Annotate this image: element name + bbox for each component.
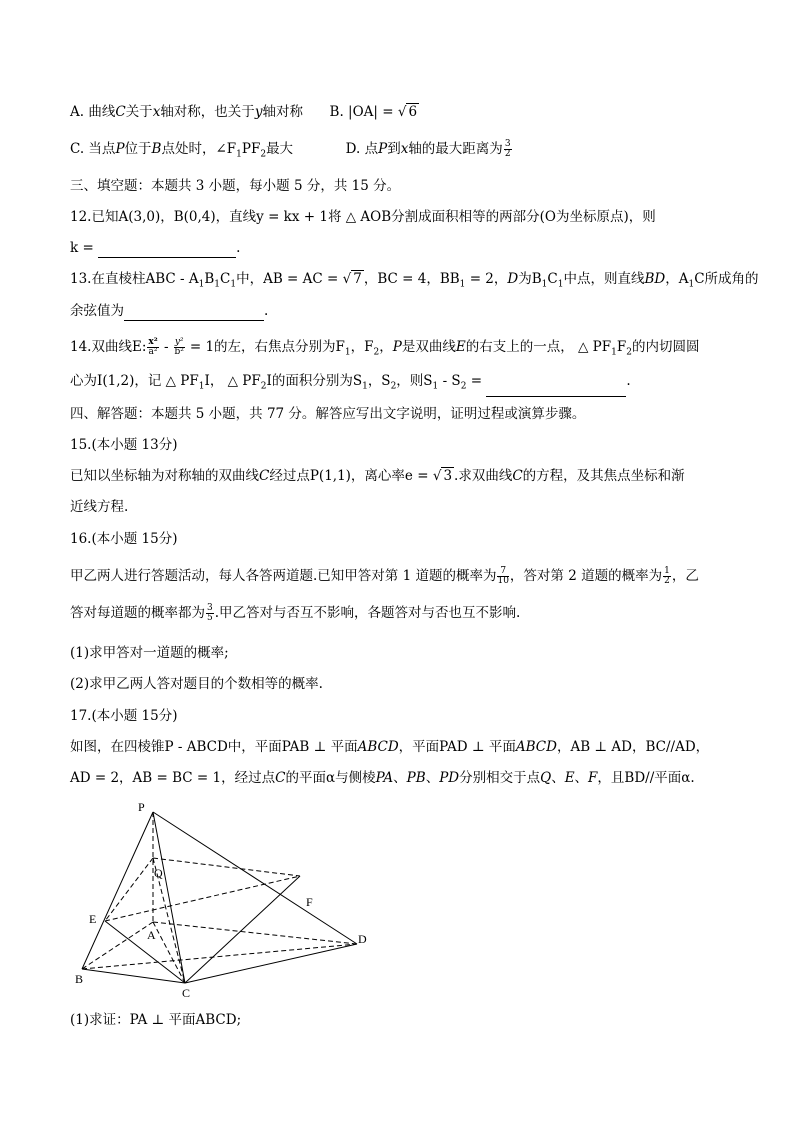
edge-ef <box>105 876 300 921</box>
text: = <box>466 373 483 389</box>
text: 的方程，及其焦点坐标和渐 <box>522 468 685 484</box>
text: 为B <box>518 271 542 287</box>
q15-line1 <box>70 466 685 486</box>
text: - S <box>438 373 461 389</box>
text: C <box>547 271 558 287</box>
q16-sub1: (1)求甲答对一道题的概率; <box>70 645 229 661</box>
option-d-text: D. 点 <box>345 141 379 157</box>
option-c-text: C. 当点 <box>70 141 116 157</box>
var: C <box>512 468 523 484</box>
answer-blank[interactable] <box>486 382 626 397</box>
text: 甲乙两人进行答题活动，每人各答两道题.已知甲答对第 1 道题的概率为 <box>70 568 497 584</box>
text: B <box>204 271 215 287</box>
text: ，且BD//平面α. <box>597 770 695 786</box>
var: Q <box>540 770 552 786</box>
edge-cd <box>185 944 357 983</box>
text: .甲乙答对与否互不影响，各题答对与否也互不影响. <box>214 605 521 621</box>
numerator: 3 <box>504 139 511 149</box>
text: 最大 <box>266 141 294 157</box>
answer-blank[interactable] <box>98 243 236 258</box>
var: y <box>254 104 263 120</box>
text: 的右支上的一点， △ PF <box>465 339 612 355</box>
var: x <box>400 141 409 157</box>
text: 、 <box>551 770 565 786</box>
pyramid-figure <box>60 795 390 1005</box>
label-d: D <box>358 932 367 946</box>
text: 轴对称，也关于 <box>160 104 255 120</box>
label-e: E <box>89 912 97 926</box>
denominator: 2 <box>664 576 670 586</box>
text: 答对每道题的概率都为 <box>70 605 205 621</box>
text: 分别相交于点 <box>459 770 541 786</box>
text: 中点，则直线 <box>563 271 645 287</box>
text: 是双曲线 <box>401 339 456 355</box>
var: ABCD <box>357 739 399 755</box>
text: 心为I(1,2)，记 △ PF <box>70 373 199 389</box>
text: 13.在直棱柱ABC - A <box>70 271 199 287</box>
q15-heading: 15.(本小题 13分) <box>70 437 178 453</box>
numerator: 7 <box>497 567 508 577</box>
label-f: F <box>306 895 313 909</box>
text: 已知以坐标轴为对称轴的双曲线 <box>70 468 259 484</box>
q16-line1 <box>70 566 699 586</box>
label-c: C <box>182 986 191 1000</box>
q15-line2: 近线方程. <box>70 499 129 515</box>
q14-line2: 心为I(1,2)，记 △ $PF_1I$， △ $PF_2I$的面积分别为$S_1$，$S_2$，则$S_1 - S_2$ = . <box>70 371 631 397</box>
text: 、 <box>574 770 589 786</box>
radicand: 7 <box>353 271 362 287</box>
text: 中，AB = AC = <box>236 271 339 287</box>
text: 到 <box>387 141 401 157</box>
text: 余弦值为 <box>70 303 124 319</box>
var: P <box>392 339 402 355</box>
var: B <box>151 141 162 157</box>
option-c-d-line: C. 当点P位于B点处时，$\angle F_1PF_2$最大 D. 点P到x轴的最大距离为 $\frac{3}{2}$ <box>70 139 511 160</box>
radicand: 6 <box>408 104 418 120</box>
sqrt: √ 7 <box>342 271 362 287</box>
fraction <box>504 140 512 159</box>
var: x <box>152 104 161 120</box>
q16-sub2: (2)求甲乙两人答对题目的个数相等的概率. <box>70 676 323 692</box>
denominator: 5 <box>207 613 213 623</box>
var: ABCD <box>515 739 557 755</box>
q13-line1: 13.在直棱柱ABC - $A_1B_1C_1$中，AB = AC = √ 7 ，BC = 4，$BB_1 = 2$，D为$B_1C_1$中点，则直线BD，$A_1C$所成角的 <box>70 271 759 290</box>
sqrt: √ 3 <box>432 468 453 484</box>
text: AD = 2，AB = BC = 1，经过点 <box>70 770 276 786</box>
text: F <box>616 339 627 355</box>
label-a: A <box>147 928 156 942</box>
q12-line1: 12.已知A(3,0)，B(0,4)，直线y = kx + 1将 △ AOB分割成面积相等的两部分(O为坐标原点)，则 <box>70 209 656 225</box>
var: PD <box>439 770 460 786</box>
q13-line2 <box>70 301 268 321</box>
edge-ad <box>153 922 357 944</box>
fraction <box>174 338 185 357</box>
text: 点处时，∠F <box>161 141 237 157</box>
q17-line2 <box>70 768 695 788</box>
edge-pc <box>153 812 185 983</box>
label-p: P <box>138 800 145 814</box>
numerator: x² <box>148 337 158 347</box>
text: 轴的最大距离为 <box>408 141 503 157</box>
numerator: 3 <box>207 603 213 613</box>
section-3-heading: 三、填空题：本题共 3 小题，每小题 5 分，共 15 分。 <box>70 178 401 194</box>
edge-qf <box>153 858 300 876</box>
text: = 1的左，右焦点分别为F <box>185 339 345 355</box>
text: ，则S <box>396 373 433 389</box>
text: 轴对称 <box>262 104 303 120</box>
q17-sub1: (1)求证：PA ⊥ 平面ABCD; <box>70 1012 242 1028</box>
text: ，AB ⊥ AD，BC//AD， <box>556 739 710 755</box>
text: - <box>159 339 173 355</box>
denominator: 10 <box>497 576 509 586</box>
label-q: Q <box>154 866 163 880</box>
edge-fc <box>185 876 300 983</box>
denominator: a² <box>148 347 158 357</box>
text: k = <box>70 240 94 256</box>
var: P <box>378 141 388 157</box>
text: 的内切圆圆 <box>631 339 700 355</box>
edge-bd <box>82 944 357 969</box>
edge-pd <box>153 812 357 944</box>
var: PA <box>375 770 394 786</box>
label-b: B <box>75 972 84 986</box>
var: P <box>115 141 125 157</box>
var: E <box>455 339 466 355</box>
text: C <box>220 271 231 287</box>
text: PF <box>241 141 261 157</box>
text: 的平面α与侧棱 <box>285 770 376 786</box>
text: 、 <box>425 770 440 786</box>
answer-blank[interactable] <box>124 306 264 321</box>
section-4-heading: 四、解答题：本题共 5 小题，共 77 分。解答应写出文字说明，证明过程或演算步骤。 <box>70 406 586 422</box>
q16-line2 <box>70 603 520 623</box>
option-a-text: A. 曲线 <box>70 104 116 120</box>
text: . <box>264 303 269 319</box>
text: I的面积分别为S <box>266 373 363 389</box>
sqrt: √ 6 <box>397 104 418 120</box>
text: . <box>236 240 241 256</box>
fraction <box>147 338 158 357</box>
text: ，答对第 2 道题的概率为 <box>509 568 663 584</box>
option-a-b-line <box>70 102 419 122</box>
option-b-text: B. |OA| = <box>329 104 394 120</box>
text: 14.双曲线E: <box>70 339 147 355</box>
var: C <box>115 104 126 120</box>
text: = 2， <box>465 271 508 287</box>
fraction <box>206 604 214 623</box>
text: ， <box>379 339 393 355</box>
var: D <box>507 271 519 287</box>
text: 位于 <box>124 141 152 157</box>
text: ，平面PAD ⊥ 平面 <box>398 739 516 755</box>
var: BD <box>644 271 666 287</box>
text: . <box>626 373 631 389</box>
var: F <box>588 770 598 786</box>
fraction <box>663 567 671 586</box>
numerator: y² <box>174 337 184 347</box>
q17-heading: 17.(本小题 15分) <box>70 708 178 724</box>
text: 关于 <box>125 104 153 120</box>
var: C <box>259 468 270 484</box>
text: 经过点P(1,1)，离心率e = <box>269 468 429 484</box>
text: I， △ PF <box>204 373 261 389</box>
denominator: 2 <box>504 149 511 159</box>
var: C <box>275 770 286 786</box>
text: .求双曲线 <box>454 468 513 484</box>
q12-line2 <box>70 238 240 258</box>
text: ，BC = 4，BB <box>363 271 460 287</box>
var: PB <box>406 770 426 786</box>
numerator: 1 <box>664 566 670 576</box>
q14-line1: 14.双曲线E: $\frac{\text{x²}}{\text{a²}}$ - $\frac{\text{y²}}{\text{b²}}$ = 1的左，右焦点分别为$F_1$，$F_2$，P是双曲线E的右支上的一点， △ $PF_1F_2$的内切圆圆 <box>70 337 700 358</box>
text: ，F <box>350 339 374 355</box>
denominator: b² <box>174 347 184 357</box>
fraction <box>497 567 508 586</box>
radicand: 3 <box>443 468 453 484</box>
edge-ac <box>153 922 185 983</box>
q17-line1 <box>70 737 709 757</box>
text: C所成角的 <box>694 271 759 287</box>
text: ，S <box>367 373 391 389</box>
var: E <box>564 770 575 786</box>
text: 、 <box>393 770 407 786</box>
q16-heading: 16.(本小题 15分) <box>70 531 178 547</box>
text: ，A <box>665 271 689 287</box>
text: ，乙 <box>671 568 699 584</box>
text: 如图，在四棱锥P - ABCD中，平面PAB ⊥ 平面 <box>70 739 358 755</box>
